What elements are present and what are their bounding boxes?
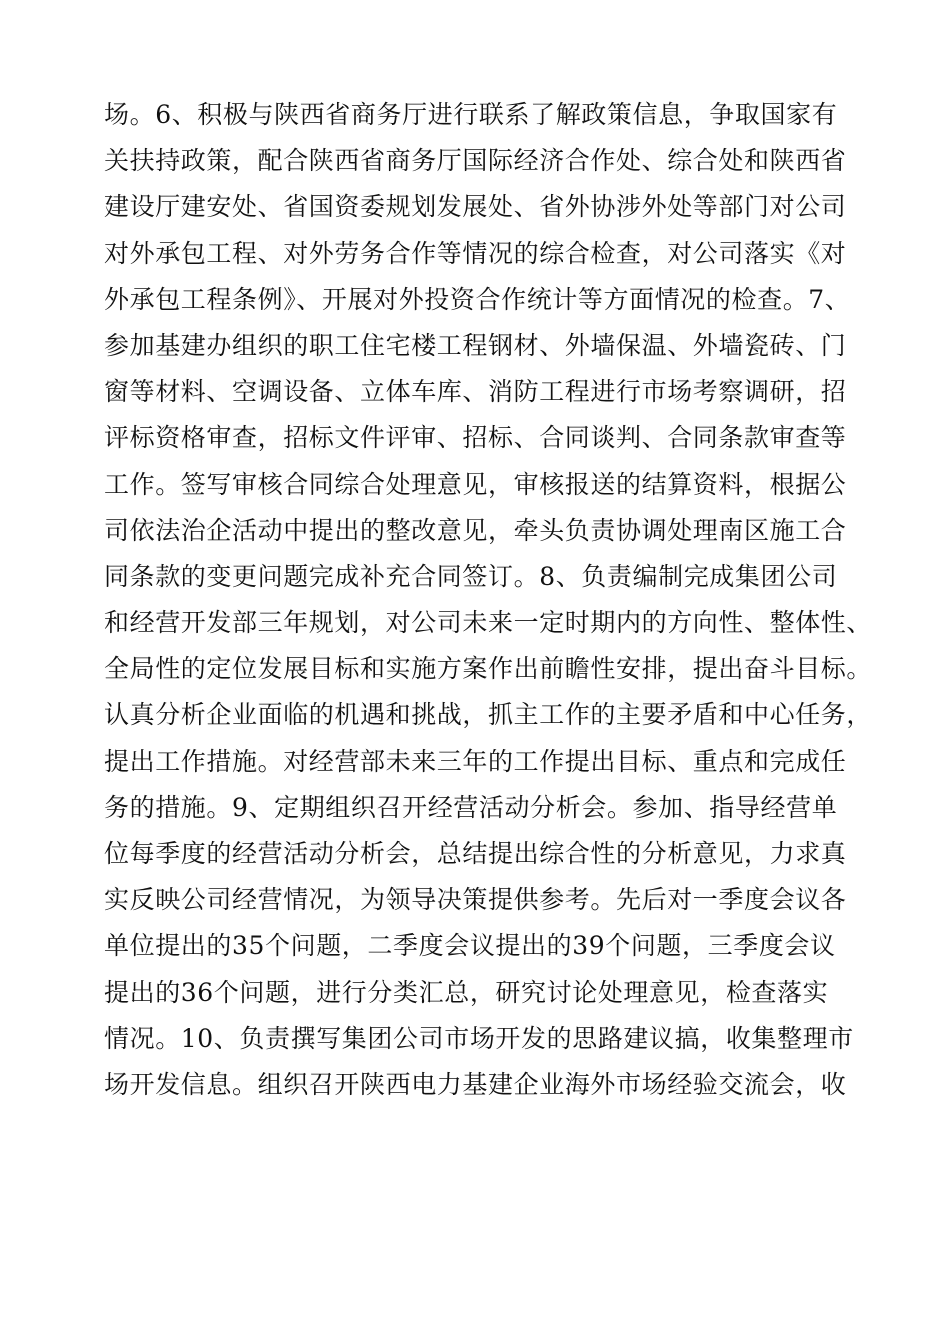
text-line: 场开发信息。组织召开陕西电力基建企业海外市场经验交流会，收 (104, 1069, 847, 1099)
text-line: 情况。10、负责撰写集团公司市场开发的思路建议搞，收集整理市 (104, 1023, 854, 1053)
text-line: 参加基建办组织的职工住宅楼工程钢材、外墙保温、外墙瓷砖、门 (104, 330, 847, 360)
text-line: 全局性的定位发展目标和实施方案作出前瞻性安排，提出奋斗目标。 (104, 654, 873, 684)
text-line: 评标资格审查，招标文件评审、招标、合同谈判、合同条款审查等 (104, 423, 847, 453)
text-line: 外承包工程条例》、开展对外投资合作统计等方面情况的检查。7、 (104, 284, 851, 314)
text-line: 提出的36个问题，进行分类汇总，研究讨论处理意见，检查落实 (104, 977, 829, 1007)
text-line: 务的措施。9、定期组织召开经营活动分析会。参加、指导经营单 (104, 792, 838, 822)
text-line: 位每季度的经营活动分析会，总结提出综合性的分析意见，力求真 (104, 839, 847, 868)
text-line: 关扶持政策，配合陕西省商务厅国际经济合作处、综合处和陕西省 (104, 146, 847, 176)
text-line: 司依法治企活动中提出的整改意见，牵头负责协调处理南区施工合 (104, 515, 847, 545)
text-line: 和经营开发部三年规划，对公司未来一定时期内的方向性、整体性、 (104, 608, 873, 638)
text-line: 工作。签写审核合同综合处理意见，审核报送的结算资料，根据公 (104, 469, 847, 499)
text-line: 实反映公司经营情况，为领导决策提供参考。先后对一季度会议各 (104, 885, 847, 915)
text-line: 认真分析企业面临的机遇和挑战，抓主工作的主要矛盾和中心任务， (104, 700, 873, 730)
text-line: 单位提出的35个问题，二季度会议提出的39个问题，三季度会议 (104, 931, 836, 961)
text-line: 提出工作措施。对经营部未来三年的工作提出目标、重点和完成任 (104, 746, 847, 776)
body-text (104, 92, 873, 1108)
text-line: 场。6、积极与陕西省商务厅进行联系了解政策信息，争取国家有 (104, 100, 838, 129)
text-line: 同条款的变更问题完成补充合同签订。8、负责编制完成集团公司 (104, 561, 838, 591)
text-line: 建设厅建安处、省国资委规划发展处、省外协涉外处等部门对公司 (104, 192, 847, 222)
text-line: 窗等材料、空调设备、立体车库、消防工程进行市场考察调研，招 (104, 377, 847, 407)
text-line: 对外承包工程、对外劳务合作等情况的综合检查，对公司落实《对 (104, 238, 847, 268)
